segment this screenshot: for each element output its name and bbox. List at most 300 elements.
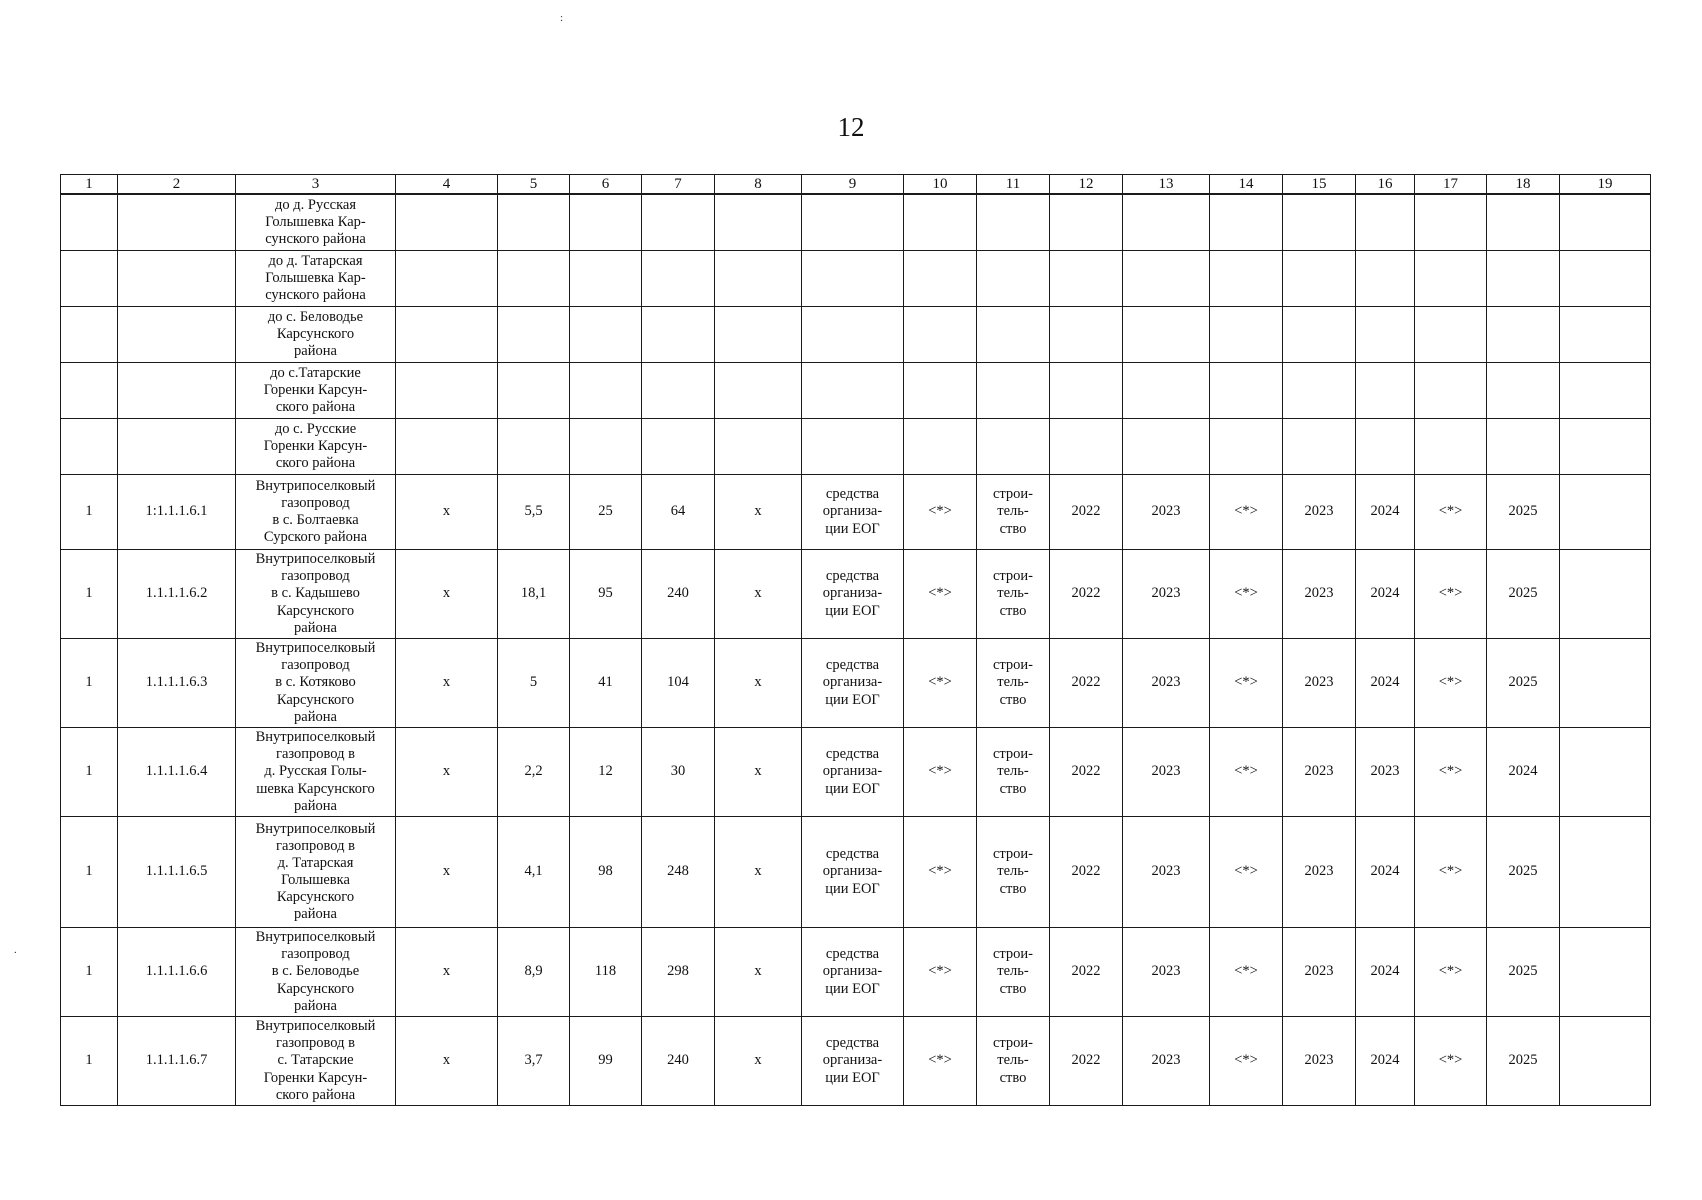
cell-col-14: <*> (1210, 928, 1283, 1017)
object-name-cell (236, 363, 396, 419)
cell-line: строи- (992, 568, 1034, 585)
cell-line: ство (999, 602, 1027, 619)
cell-line: Внутрипоселковый (255, 1018, 376, 1035)
cell-line: в с. Болтаевка (272, 512, 359, 528)
cell-line: организа- (822, 674, 883, 691)
cell-line: ского района (275, 399, 356, 416)
cell-col-16: 2024 (1356, 1017, 1415, 1106)
cell-col-3 (236, 728, 396, 817)
empty-cell (1210, 363, 1283, 419)
empty-cell (61, 194, 118, 251)
empty-cell (904, 363, 977, 419)
cell-col-4: х (396, 550, 498, 639)
cell-line: ции ЕОГ (825, 691, 880, 708)
cell-col-19 (1560, 728, 1651, 817)
cell-col-8: х (715, 928, 802, 1017)
cell-line: ции ЕОГ (825, 520, 880, 537)
cell-line: газопровод (281, 657, 350, 674)
cell-line: ского района (275, 455, 356, 472)
cell-line: строи- (992, 486, 1034, 503)
empty-cell (642, 251, 715, 307)
cell-col-11 (977, 928, 1050, 1017)
empty-cell (1356, 363, 1415, 419)
cell-line: Внутрипоселковый (255, 820, 376, 837)
cell-col-15: 2023 (1283, 475, 1356, 550)
empty-cell (396, 251, 498, 307)
column-number-3: 3 (236, 175, 396, 195)
cell-line: организа- (822, 963, 883, 980)
cell-col-15: 2023 (1283, 1017, 1356, 1106)
empty-cell (977, 307, 1050, 363)
cell-col-7: 298 (642, 928, 715, 1017)
cell-col-1: 1 (61, 639, 118, 728)
cell-col-19 (1560, 928, 1651, 1017)
cell-col-17: <*> (1415, 639, 1487, 728)
empty-cell (1415, 363, 1487, 419)
cell-col-19 (1560, 1017, 1651, 1106)
column-number-17: 17 (1415, 175, 1487, 195)
cell-line: ство (999, 1069, 1027, 1086)
cell-line: тель- (997, 1052, 1029, 1069)
empty-cell (1560, 307, 1651, 363)
cell-line: тель- (997, 503, 1029, 520)
cell-col-18: 2025 (1487, 550, 1560, 639)
cell-col-5: 3,7 (498, 1017, 570, 1106)
empty-cell (1356, 194, 1415, 251)
scan-speck-top: : (560, 12, 564, 24)
empty-cell (802, 419, 904, 475)
cell-col-13: 2023 (1123, 928, 1210, 1017)
cell-col-18: 2025 (1487, 475, 1560, 550)
cell-line: в с. Котяково (275, 674, 356, 691)
cell-line: строи- (992, 946, 1034, 963)
cell-col-18: 2025 (1487, 639, 1560, 728)
program-table (60, 174, 1651, 1106)
cell-col-9 (802, 639, 904, 728)
cell-col-8: х (715, 475, 802, 550)
empty-cell (570, 419, 642, 475)
cell-col-6: 98 (570, 817, 642, 928)
column-number-14: 14 (1210, 175, 1283, 195)
cell-col-15: 2023 (1283, 928, 1356, 1017)
cell-col-10: <*> (904, 639, 977, 728)
cell-col-17: <*> (1415, 550, 1487, 639)
cell-line: ции ЕОГ (825, 1069, 880, 1086)
table-row (61, 550, 1651, 639)
empty-cell (1283, 307, 1356, 363)
empty-cell (1210, 251, 1283, 307)
cell-line: строи- (992, 846, 1034, 863)
column-number-4: 4 (396, 175, 498, 195)
cell-col-9 (802, 728, 904, 817)
cell-col-4: х (396, 928, 498, 1017)
cell-col-2: 1.1.1.1.6.2 (118, 550, 236, 639)
cell-line: Внутрипоселковый (255, 551, 376, 568)
cell-line: д. Русская Голы- (264, 763, 367, 780)
column-number-12: 12 (1050, 175, 1123, 195)
column-number-9: 9 (802, 175, 904, 195)
cell-col-12: 2022 (1050, 639, 1123, 728)
cell-line: Карсунского (276, 602, 355, 619)
cell-line: средства (825, 846, 880, 863)
empty-cell (904, 419, 977, 475)
scan-speck-left: . (14, 944, 17, 956)
cell-col-11 (977, 817, 1050, 928)
empty-cell (1487, 363, 1560, 419)
cell-line: сунского района (265, 287, 366, 304)
empty-cell (802, 363, 904, 419)
cell-line: с. Татарские (277, 1052, 354, 1069)
cell-col-16: 2024 (1356, 475, 1415, 550)
cell-col-10: <*> (904, 550, 977, 639)
cell-col-1: 1 (61, 550, 118, 639)
cell-col-3 (236, 639, 396, 728)
empty-cell (904, 307, 977, 363)
cell-col-7: 104 (642, 639, 715, 728)
empty-cell (498, 419, 570, 475)
cell-line: Горенки Карсун- (263, 381, 368, 398)
empty-cell (1123, 251, 1210, 307)
empty-cell (1210, 194, 1283, 251)
cell-col-4: х (396, 639, 498, 728)
cell-col-3 (236, 928, 396, 1017)
cell-line: Карсунского (276, 980, 355, 997)
object-name-cell (236, 194, 396, 251)
object-name-cell (236, 251, 396, 307)
cell-col-12: 2022 (1050, 550, 1123, 639)
cell-line: газопровод в (276, 837, 355, 854)
empty-cell (1560, 363, 1651, 419)
cell-col-4: х (396, 817, 498, 928)
empty-cell (118, 307, 236, 363)
cell-col-19 (1560, 550, 1651, 639)
column-number-19: 19 (1560, 175, 1651, 195)
cell-line: Внутрипоселковый (255, 929, 376, 946)
cell-col-5: 18,1 (498, 550, 570, 639)
empty-cell (118, 194, 236, 251)
cell-line: района (294, 906, 337, 923)
cell-line: Голышевка Кар- (265, 213, 366, 230)
cell-col-19 (1560, 475, 1651, 550)
cell-col-17: <*> (1415, 475, 1487, 550)
continuation-row (61, 363, 1651, 419)
empty-cell (715, 419, 802, 475)
empty-cell (1560, 419, 1651, 475)
page-number: 12 (837, 112, 865, 142)
empty-cell (1356, 419, 1415, 475)
cell-col-2: 1.1.1.1.6.7 (118, 1017, 236, 1106)
cell-col-7: 64 (642, 475, 715, 550)
cell-col-14: <*> (1210, 639, 1283, 728)
cell-line: сунского района (265, 231, 366, 248)
empty-cell (118, 251, 236, 307)
object-name-cell (236, 419, 396, 475)
cell-line: средства (825, 1035, 880, 1052)
empty-cell (1283, 251, 1356, 307)
cell-col-9 (802, 817, 904, 928)
cell-line: Горенки Карсун- (263, 1069, 368, 1086)
empty-cell (118, 363, 236, 419)
cell-col-4: х (396, 728, 498, 817)
cell-col-16: 2024 (1356, 639, 1415, 728)
cell-col-12: 2022 (1050, 928, 1123, 1017)
empty-cell (1050, 363, 1123, 419)
cell-col-3 (236, 475, 396, 550)
cell-col-16: 2024 (1356, 550, 1415, 639)
cell-col-14: <*> (1210, 1017, 1283, 1106)
empty-cell (1050, 251, 1123, 307)
cell-col-5: 5 (498, 639, 570, 728)
empty-cell (1356, 251, 1415, 307)
column-number-7: 7 (642, 175, 715, 195)
empty-cell (1123, 363, 1210, 419)
cell-col-3 (236, 817, 396, 928)
column-number-18: 18 (1487, 175, 1560, 195)
empty-cell (1210, 307, 1283, 363)
cell-col-8: х (715, 728, 802, 817)
column-number-6: 6 (570, 175, 642, 195)
cell-col-18: 2025 (1487, 1017, 1560, 1106)
empty-cell (1356, 307, 1415, 363)
empty-cell (396, 363, 498, 419)
empty-cell (498, 251, 570, 307)
cell-line: в с. Кадышево (271, 585, 360, 602)
cell-line: ство (999, 780, 1027, 797)
table-row (61, 475, 1651, 550)
cell-line: газопровод в (276, 1035, 355, 1052)
empty-cell (1487, 307, 1560, 363)
cell-line: района (294, 997, 337, 1014)
empty-cell (1560, 194, 1651, 251)
empty-cell (1123, 419, 1210, 475)
cell-col-6: 118 (570, 928, 642, 1017)
cell-line: строи- (992, 1035, 1034, 1052)
cell-col-8: х (715, 817, 802, 928)
empty-cell (61, 307, 118, 363)
empty-cell (396, 419, 498, 475)
cell-col-13: 2023 (1123, 639, 1210, 728)
column-number-13: 13 (1123, 175, 1210, 195)
cell-col-11 (977, 550, 1050, 639)
cell-col-2: 1.1.1.1.6.5 (118, 817, 236, 928)
cell-col-2: 1.1.1.1.6.4 (118, 728, 236, 817)
cell-line: средства (825, 946, 880, 963)
empty-cell (642, 307, 715, 363)
cell-col-10: <*> (904, 928, 977, 1017)
empty-cell (570, 363, 642, 419)
cell-col-2: 1.1.1.1.6.3 (118, 639, 236, 728)
cell-col-2: 1:1.1.1.6.1 (118, 475, 236, 550)
empty-cell (715, 194, 802, 251)
empty-cell (61, 419, 118, 475)
empty-cell (1123, 307, 1210, 363)
cell-col-15: 2023 (1283, 817, 1356, 928)
cell-line: средства (825, 568, 880, 585)
cell-line: средства (825, 657, 880, 674)
empty-cell (904, 251, 977, 307)
empty-cell (977, 363, 1050, 419)
empty-cell (1415, 194, 1487, 251)
cell-line: до д. Татарская (268, 252, 363, 269)
empty-cell (977, 251, 1050, 307)
cell-col-7: 248 (642, 817, 715, 928)
empty-cell (498, 363, 570, 419)
cell-line: до с. Русские (274, 420, 357, 437)
empty-cell (802, 194, 904, 251)
cell-col-14: <*> (1210, 728, 1283, 817)
empty-cell (1487, 419, 1560, 475)
cell-col-5: 4,1 (498, 817, 570, 928)
cell-col-9 (802, 475, 904, 550)
cell-line: тель- (997, 863, 1029, 880)
column-number-8: 8 (715, 175, 802, 195)
empty-cell (802, 307, 904, 363)
empty-cell (61, 363, 118, 419)
cell-line: газопровод (281, 946, 350, 963)
cell-col-19 (1560, 817, 1651, 928)
cell-line: тель- (997, 674, 1029, 691)
cell-line: газопровод (281, 494, 350, 511)
cell-line: Горенки Карсун- (263, 437, 368, 454)
cell-line: Внутрипоселковый (255, 640, 376, 657)
cell-line: Карсунского (276, 889, 355, 906)
column-number-15: 15 (1283, 175, 1356, 195)
cell-line: д. Татарская (277, 854, 354, 871)
cell-line: ции ЕОГ (825, 980, 880, 997)
empty-cell (1210, 419, 1283, 475)
empty-cell (396, 307, 498, 363)
cell-line: района (294, 708, 337, 725)
column-number-10: 10 (904, 175, 977, 195)
cell-line: ции ЕОГ (825, 780, 880, 797)
cell-col-1: 1 (61, 817, 118, 928)
table-body (61, 194, 1651, 1106)
empty-cell (1283, 194, 1356, 251)
empty-cell (642, 194, 715, 251)
cell-col-6: 25 (570, 475, 642, 550)
cell-line: средства (825, 486, 880, 503)
empty-cell (715, 307, 802, 363)
empty-cell (1283, 363, 1356, 419)
cell-line: Голышевка (281, 872, 350, 888)
cell-col-1: 1 (61, 475, 118, 550)
empty-cell (1123, 194, 1210, 251)
empty-cell (1050, 419, 1123, 475)
cell-col-18: 2025 (1487, 928, 1560, 1017)
cell-col-11 (977, 475, 1050, 550)
cell-col-13: 2023 (1123, 475, 1210, 550)
cell-col-17: <*> (1415, 728, 1487, 817)
cell-col-1: 1 (61, 928, 118, 1017)
empty-cell (1050, 194, 1123, 251)
cell-line: района (294, 797, 337, 814)
cell-line: строи- (992, 657, 1034, 674)
empty-cell (1487, 194, 1560, 251)
cell-col-15: 2023 (1283, 728, 1356, 817)
cell-line: Сурского района (263, 529, 368, 546)
cell-line: организа- (822, 863, 883, 880)
empty-cell (1415, 419, 1487, 475)
column-number-1: 1 (61, 175, 118, 195)
table-row (61, 1017, 1651, 1106)
cell-line: района (294, 619, 337, 636)
cell-col-12: 2022 (1050, 1017, 1123, 1106)
cell-col-15: 2023 (1283, 550, 1356, 639)
empty-cell (977, 419, 1050, 475)
cell-col-1: 1 (61, 1017, 118, 1106)
empty-cell (1560, 251, 1651, 307)
empty-cell (715, 363, 802, 419)
empty-cell (498, 307, 570, 363)
cell-line: Голышевка Кар- (265, 269, 366, 286)
cell-line: газопровод (281, 568, 350, 585)
empty-cell (715, 251, 802, 307)
cell-col-11 (977, 1017, 1050, 1106)
empty-cell (1283, 419, 1356, 475)
cell-col-15: 2023 (1283, 639, 1356, 728)
cell-line: ции ЕОГ (825, 880, 880, 897)
cell-col-3 (236, 1017, 396, 1106)
cell-col-14: <*> (1210, 817, 1283, 928)
cell-col-12: 2022 (1050, 475, 1123, 550)
column-number-row (61, 175, 1651, 195)
cell-line: газопровод в (276, 746, 355, 763)
cell-col-17: <*> (1415, 928, 1487, 1017)
table-row (61, 928, 1651, 1017)
cell-col-19 (1560, 639, 1651, 728)
cell-col-17: <*> (1415, 817, 1487, 928)
cell-col-6: 41 (570, 639, 642, 728)
column-number-11: 11 (977, 175, 1050, 195)
cell-col-7: 30 (642, 728, 715, 817)
cell-line: ство (999, 980, 1027, 997)
cell-col-10: <*> (904, 1017, 977, 1106)
continuation-row (61, 251, 1651, 307)
cell-col-10: <*> (904, 728, 977, 817)
empty-cell (1487, 251, 1560, 307)
empty-cell (1050, 307, 1123, 363)
cell-line: района (294, 343, 337, 360)
empty-cell (642, 419, 715, 475)
cell-col-14: <*> (1210, 550, 1283, 639)
empty-cell (642, 363, 715, 419)
cell-line: Внутрипоселковый (255, 477, 376, 494)
empty-cell (1415, 307, 1487, 363)
cell-line: шевка Карсунского (256, 780, 375, 797)
cell-line: организа- (822, 585, 883, 602)
cell-line: ство (999, 880, 1027, 897)
column-number-16: 16 (1356, 175, 1415, 195)
cell-col-18: 2025 (1487, 817, 1560, 928)
cell-col-6: 12 (570, 728, 642, 817)
cell-col-11 (977, 639, 1050, 728)
object-name-cell (236, 307, 396, 363)
empty-cell (570, 251, 642, 307)
empty-cell (61, 251, 118, 307)
cell-line: Карсунского (276, 691, 355, 708)
cell-col-13: 2023 (1123, 550, 1210, 639)
cell-col-7: 240 (642, 550, 715, 639)
cell-col-6: 95 (570, 550, 642, 639)
cell-col-13: 2023 (1123, 817, 1210, 928)
cell-col-9 (802, 550, 904, 639)
continuation-row (61, 419, 1651, 475)
empty-cell (570, 307, 642, 363)
cell-line: ство (999, 691, 1027, 708)
cell-col-16: 2024 (1356, 817, 1415, 928)
cell-col-8: х (715, 639, 802, 728)
cell-line: до с. Беловодье (267, 308, 364, 325)
